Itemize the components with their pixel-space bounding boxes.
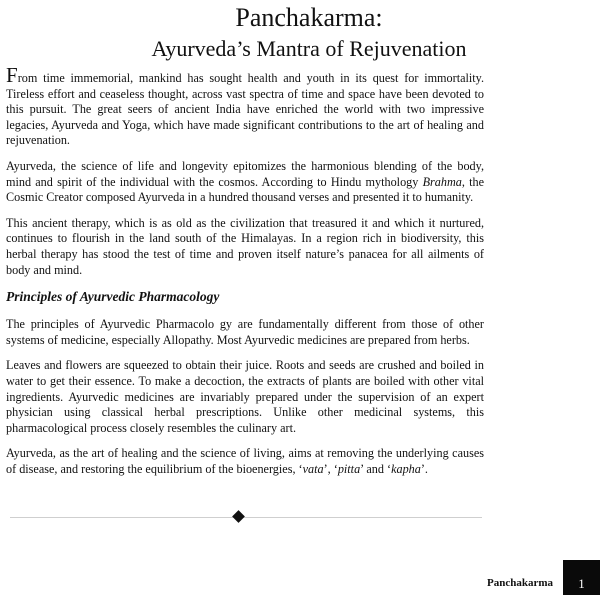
paragraph-ayurveda-text-1: Ayurveda, the science of life and longevity epitomizes the harmonious blending of the body, mind and spirit of the individual with the cosmos. According to Hindu mythology	[6, 158, 484, 189]
page-title: Panchakarma:	[235, 3, 383, 32]
paragraph-ayurveda	[6, 159, 484, 206]
drop-cap: F	[6, 63, 18, 87]
term-end: ’.	[420, 461, 428, 476]
section-heading: Principles of Ayurvedic Pharmacology	[6, 289, 220, 305]
running-footer: Panchakarma	[487, 577, 553, 589]
paragraph-ayurveda-text-2: , the Cosmic Creator composed Ayurveda in a hundred thousand verses and presented it to humanity.	[6, 174, 484, 205]
term-separator: ’, ‘	[323, 461, 338, 476]
term-kapha: kapha	[391, 461, 421, 476]
page-number-tab	[563, 560, 600, 595]
paragraph-intro-text: rom time immemorial, mankind has sought health and youth in its quest for immortality. Tireless effort and ceaseless thought, across vast spectra of time and space have been devoted to this pursuit. The great seers of ancient India have enriched the world with two impressive legacies, Ayurveda and Yoga, which have made significant contributions to the art of healing and rejuvenation.	[6, 71, 484, 148]
paragraph-preparation: Leaves and flowers are squeezed to obtain their juice. Roots and seeds are crushed and boiled in water to get their essence. To make a decoction, the extracts of plants are boiled with other vital ingredients. Ayurvedic medicines are invariably prepared under the supervision of an expert physician using classical herbal prescriptions. Unlike other medicinal systems, this pharmacological process closely resembles the culinary art.	[6, 358, 484, 435]
term-pitta: pitta	[337, 461, 361, 476]
title-block	[0, 2, 600, 63]
paragraph-principles: The principles of Ayurvedic Pharmacolo gy are fundamentally different from those of other systems of medicine, especially Allopathy. Most Ayurvedic medicines are prepared from herbs.	[6, 317, 484, 347]
paragraph-bioenergies	[6, 446, 484, 477]
paragraph-ancient-therapy: This ancient therapy, which is as old as the civilization that treasured it and which it nurtured, continues to flourish in the land south of the Himalayas. In a region rich in biodiversity, this herbal therapy has stood the test of time and proven itself nature’s panacea for all ailments of body and mind.	[6, 215, 484, 277]
term-separator: ’ and ‘	[360, 461, 392, 476]
page-number: 1	[578, 576, 585, 591]
brahma-term: Brahma	[422, 174, 462, 189]
paragraph-intro	[6, 63, 484, 149]
paragraph-bioenergies-text: Ayurveda, as the art of healing and the science of living, aims at removing the underlying causes of disease, and restoring the equilibrium of the bioenergies, ‘	[6, 446, 484, 476]
term-vata: vata	[302, 461, 324, 476]
diamond-ornament-icon	[232, 510, 245, 523]
section-divider	[10, 517, 482, 518]
body-text	[6, 63, 484, 487]
page-subtitle: Ayurveda’s Mantra of Rejuvenation	[151, 36, 467, 61]
